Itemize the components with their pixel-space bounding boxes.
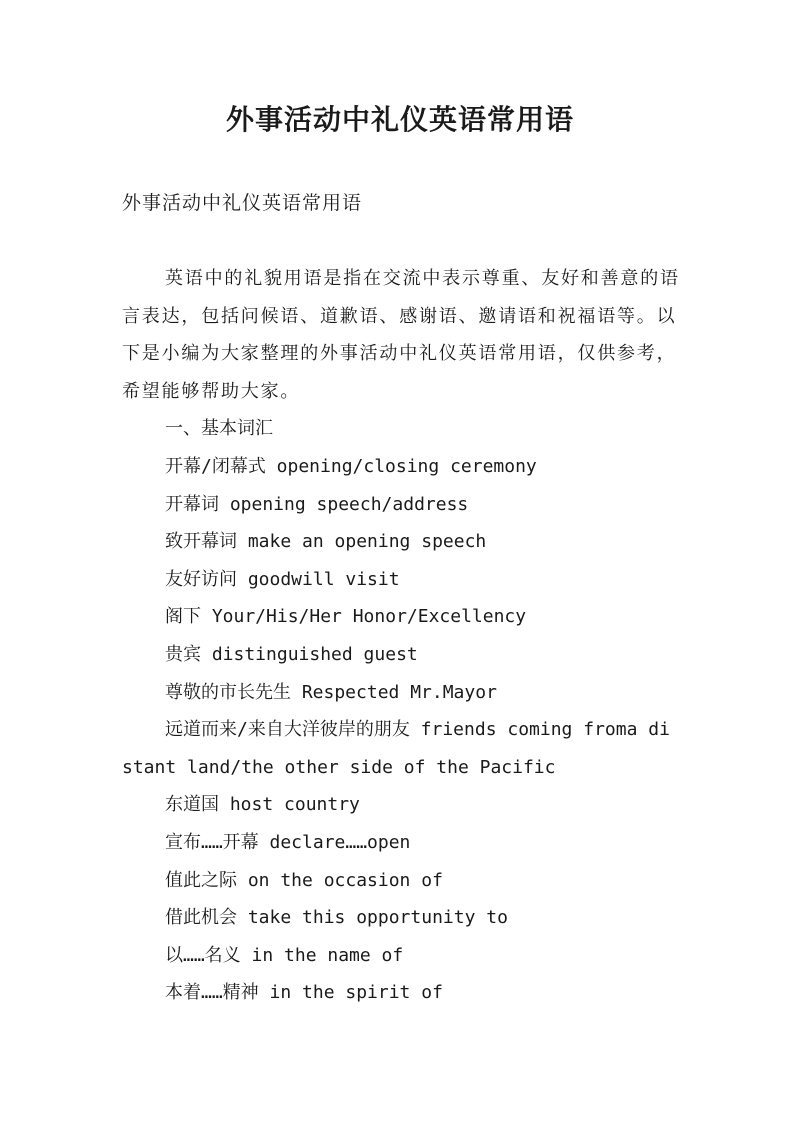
document-body [122, 260, 680, 1012]
document-title: 外事活动中礼仪英语常用语 [225, 103, 574, 136]
intro-paragraph: 英语中的礼貌用语是指在交流中表示尊重、友好和善意的语言表达，包括问候语、道歉语、感谢语、邀请语和祝福语等。以下是小编为大家整理的外事活动中礼仪英语常用语，仅供参考，希望能够帮助大家。 [122, 268, 680, 402]
vocab-entry: 贵宾 distinguished guest [165, 643, 418, 665]
vocab-entry: 东道国 host country [165, 794, 360, 816]
vocab-entry: 宣布……开幕 declare……open [165, 831, 411, 853]
vocab-entry: 开幕词 opening speech/address [165, 493, 469, 515]
vocab-entry: 借此机会 take this opportunity to [165, 907, 508, 929]
vocab-entry: 致开幕词 make an opening speech [165, 531, 487, 553]
vocab-entry: 尊敬的市长先生 Respected Mr.Mayor [165, 681, 497, 703]
vocab-entry: 友好访问 goodwill visit [165, 568, 400, 590]
section-heading: 一、基本词汇 [165, 418, 273, 440]
vocab-entry: 以……名义 in the name of [165, 944, 404, 966]
vocab-entry: 阁下 Your/His/Her Honor/Excellency [165, 606, 527, 628]
vocab-entry: 远道而来/来自大洋彼岸的朋友 friends coming froma distant land/the other side of the Pacific [122, 719, 670, 778]
document-subtitle: 外事活动中礼仪英语常用语 [122, 192, 363, 214]
vocab-entry: 本着……精神 in the spirit of [165, 982, 443, 1004]
vocab-entry: 值此之际 on the occasion of [165, 869, 443, 891]
vocab-entry: 开幕/闭幕式 opening/closing ceremony [165, 455, 537, 477]
